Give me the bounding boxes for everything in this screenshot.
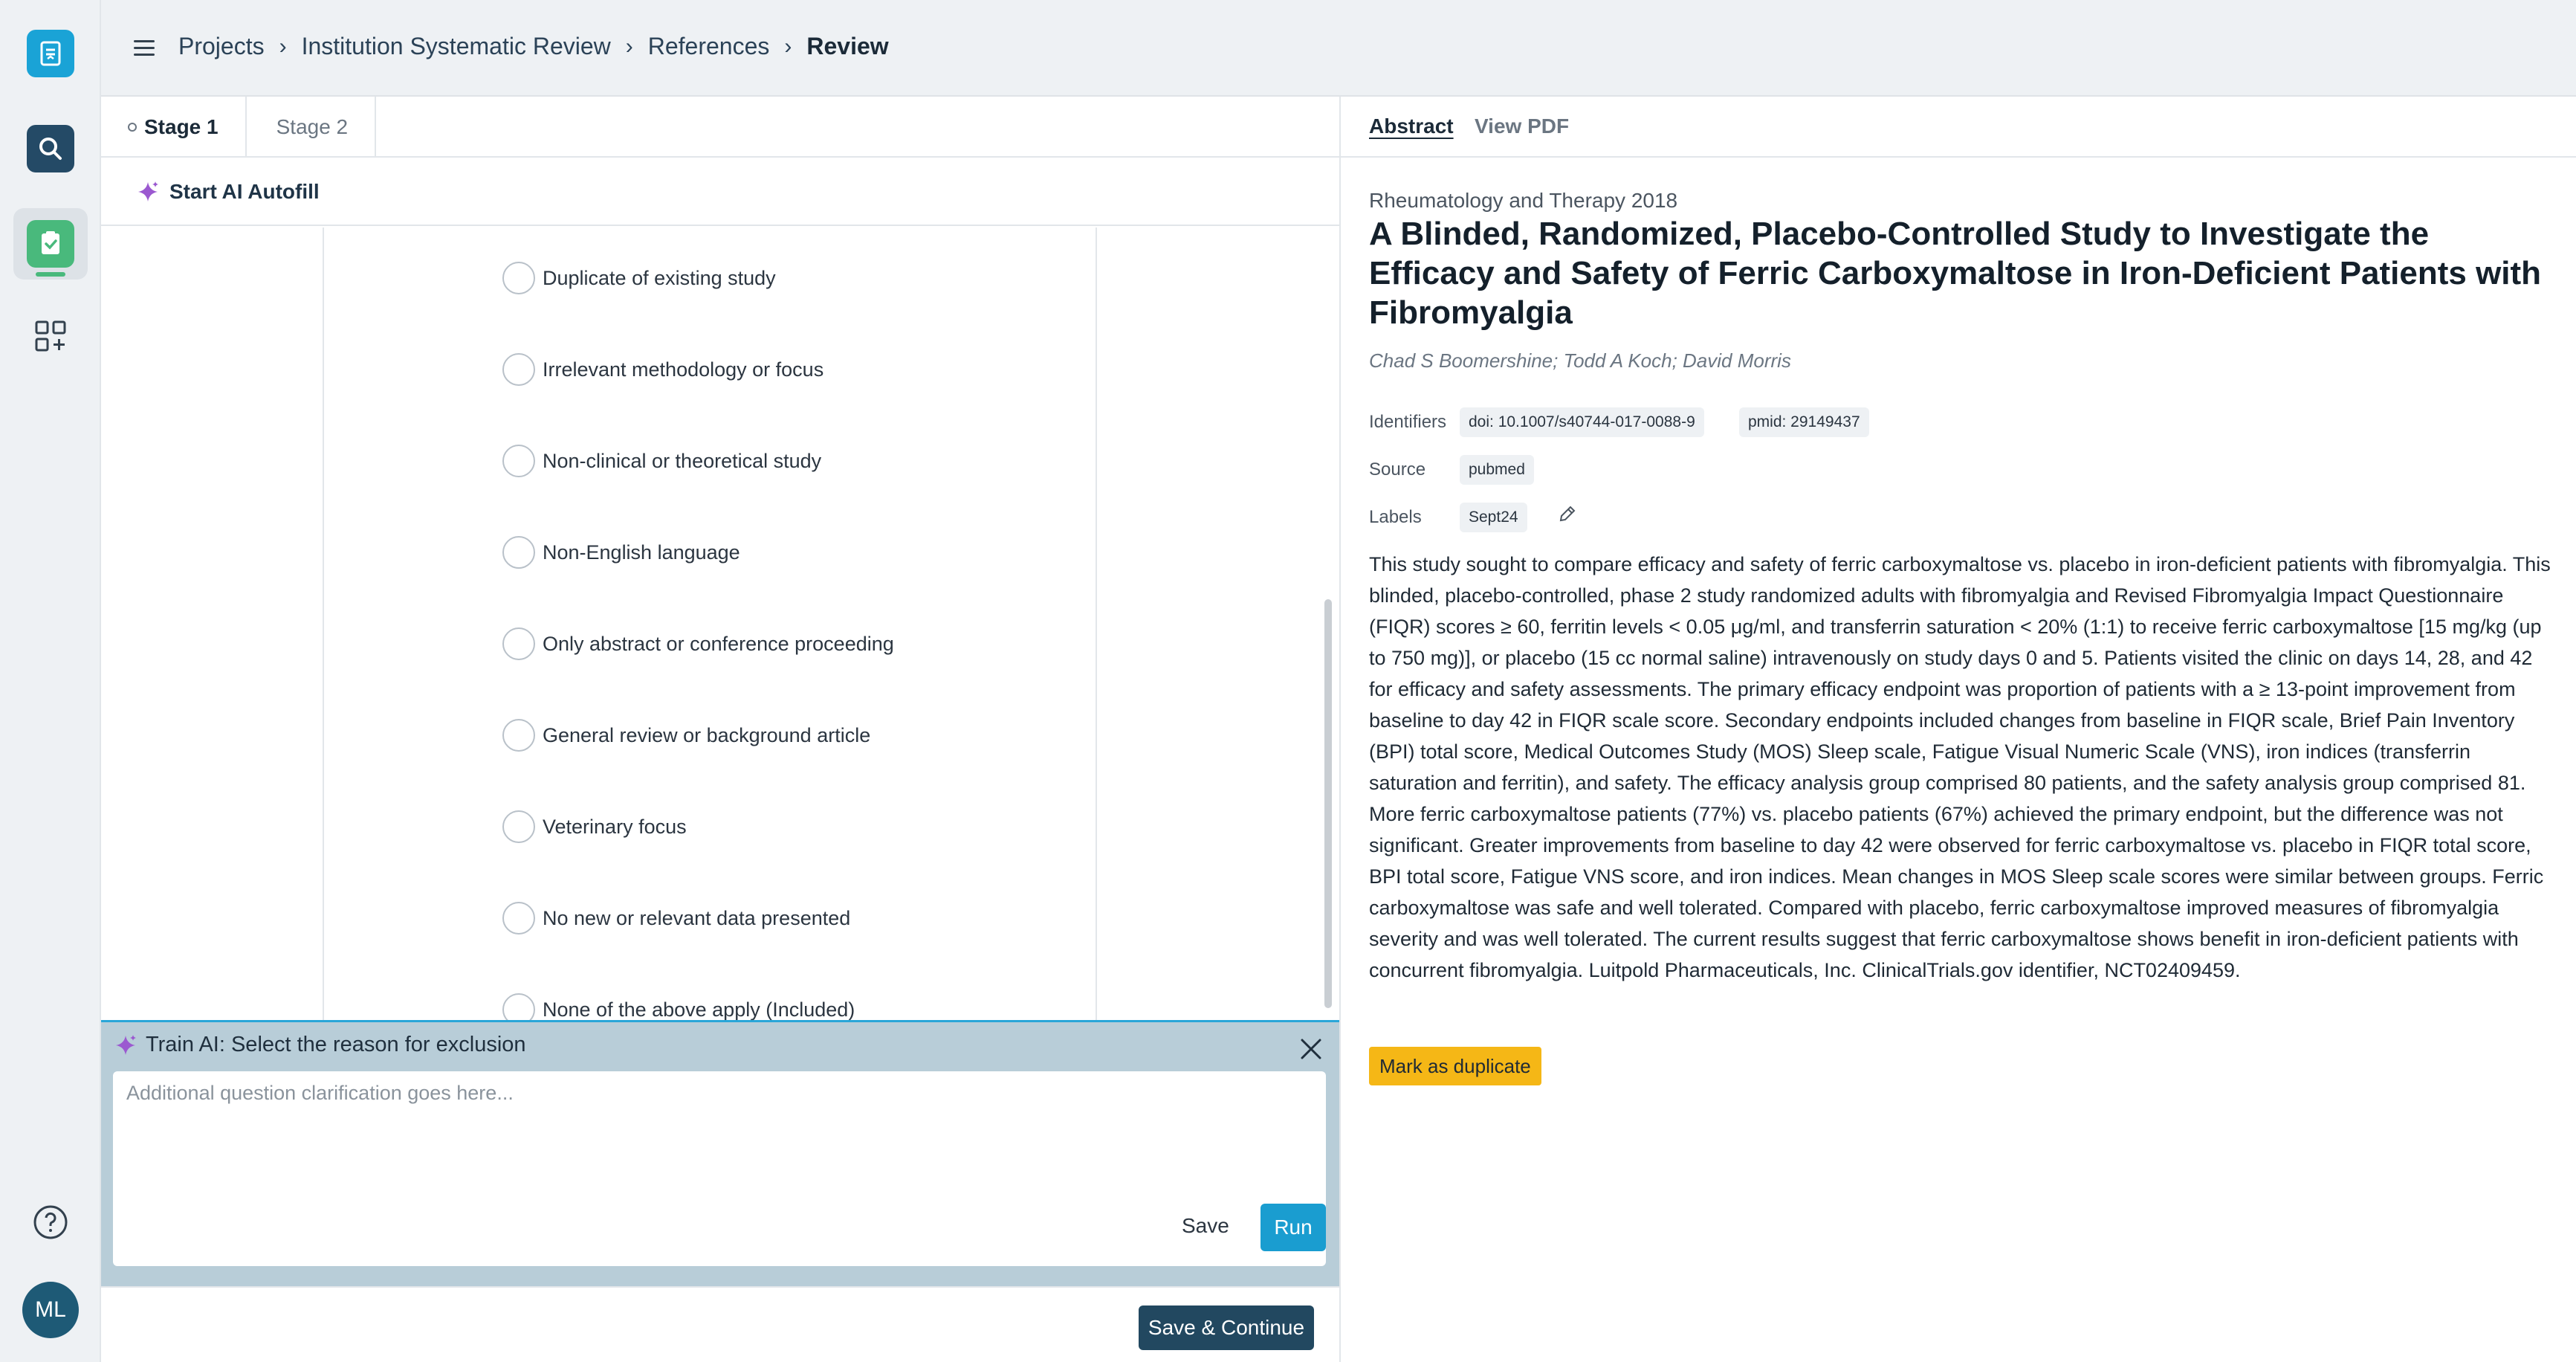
tab-label: Stage 2 xyxy=(276,115,349,138)
doi-chip: doi: 10.1007/s40744-017-0088-9 xyxy=(1460,407,1704,437)
ai-autofill-label: Start AI Autofill xyxy=(169,180,320,203)
option-label: Non-clinical or theoretical study xyxy=(543,449,822,472)
options-column xyxy=(323,227,1097,1117)
breadcrumb-references[interactable]: References xyxy=(647,33,770,59)
radio-button[interactable] xyxy=(502,810,535,843)
option-label: Duplicate of existing study xyxy=(543,266,776,289)
breadcrumb-review: Review xyxy=(806,33,889,59)
option-label: General review or background article xyxy=(543,723,871,746)
option-abstract-only[interactable] xyxy=(502,627,894,660)
top-bar xyxy=(101,0,2576,97)
radio-button[interactable] xyxy=(502,536,535,569)
radio-button[interactable] xyxy=(502,353,535,386)
radio-button[interactable] xyxy=(502,719,535,752)
labels-label: Labels xyxy=(1369,507,1422,527)
left-rail xyxy=(0,0,101,1362)
option-label: No new or relevant data presented xyxy=(543,906,851,929)
pencil-icon[interactable] xyxy=(1558,504,1577,523)
source-label: Source xyxy=(1369,459,1426,480)
ai-autofill-bar xyxy=(101,159,1339,226)
option-no-new-data[interactable] xyxy=(502,902,850,935)
clarification-input[interactable] xyxy=(126,1082,1308,1201)
option-irrelevant-methodology[interactable] xyxy=(502,353,823,386)
reference-tabs xyxy=(1341,97,2576,158)
option-non-english[interactable] xyxy=(502,536,740,569)
chevron-right-icon: › xyxy=(279,33,287,59)
option-label: Veterinary focus xyxy=(543,815,687,838)
abstract-text: This study sought to compare efficacy and safety of ferric carboxymaltose vs. placebo in iron-deficient patients with fibromyalgia. This blinded, placebo-controlled, phase 2 study randomized adults with fibromyalgia and Revised Fibromyalgia Impact Questionnaire (FIQR) scores ≥ 60, ferritin levels < 0.05 μg/ml, and transferrin saturation < 20% (1:1) to receive ferric carboxymaltose [15 mg/kg (up to 750 mg)], or placebo (15 cc normal saline) intravenously on study days 0 and 5. Patients visited the clinic on days 14, 28, and 42 for efficacy and safety assessments. The primary efficacy endpoint was proportion of patients with a ≥ 13-point improvement from baseline to day 42 in FIQR scale score. Secondary endpoints included changes from baseline in FIQR scale, Brief Pain Inventory (BPI) total score, Medical Outcomes Study (MOS) Sleep scale, Fatigue Visual Numeric Scale (VNS), iron indices (transferrin saturation and ferritin), and safety. The efficacy analysis group comprised 80 patients, and the safety analysis group comprised 81. More ferric carboxymaltose patients (77%) vs. placebo patients (67%) achieved the primary endpoint, but the difference was not significant. Greater improvements from baseline to day 42 were observed for ferric carboxymaltose vs. placebo in FIQR total score, BPI total score, Fatigue VNS score, and iron indices. Mean changes in MOS Sleep scale scores were similar between groups. Ferric carboxymaltose was safe and well tolerated. Compared with placebo, ferric carboxymaltose improved measures of fibromyalgia severity and was well tolerated. The current results suggest that ferric carboxymaltose shows benefit in iron-deficient patients with concurrent fibromyalgia. Luitpold Pharmaceuticals, Inc. ClinicalTrials.gov identifier, NCT02409459. xyxy=(1369,553,2551,981)
label-chip: Sept24 xyxy=(1460,503,1527,532)
tab-label: Stage 1 xyxy=(144,115,219,138)
left-footer xyxy=(101,1286,1339,1362)
help-circle-icon[interactable] xyxy=(27,1198,74,1246)
reference-panel xyxy=(1339,97,2576,1362)
search-icon[interactable] xyxy=(27,125,74,172)
option-non-clinical[interactable] xyxy=(502,445,821,477)
option-veterinary[interactable] xyxy=(502,810,687,843)
scrollbar[interactable] xyxy=(1324,599,1332,1008)
train-ai-panel xyxy=(101,1020,1339,1286)
breadcrumb-project[interactable]: Institution Systematic Review xyxy=(301,33,611,59)
tab-view-pdf[interactable]: View PDF xyxy=(1475,114,1570,138)
chevron-right-icon: › xyxy=(625,33,633,59)
radio-button[interactable] xyxy=(502,902,535,935)
radio-button[interactable] xyxy=(502,262,535,294)
option-duplicate[interactable] xyxy=(502,262,776,294)
reference-title: A Blinded, Randomized, Placebo-Controlled Study to Investigate the Efficacy and Safety of Ferric Carboxymaltose in Iron-Deficient Patients with Fibromyalgia xyxy=(1369,216,2542,331)
option-label: Irrelevant methodology or focus xyxy=(543,358,824,381)
radio-button[interactable] xyxy=(502,445,535,477)
avatar[interactable] xyxy=(22,1282,79,1338)
option-label: Only abstract or conference proceeding xyxy=(543,632,894,655)
document-logo-icon[interactable] xyxy=(27,30,74,77)
chevron-right-icon: › xyxy=(784,33,792,59)
source-chip: pubmed xyxy=(1460,455,1534,485)
run-button[interactable]: Run xyxy=(1261,1204,1326,1251)
journal-info: Rheumatology and Therapy 2018 xyxy=(1369,189,1678,212)
sparkle-icon xyxy=(137,181,159,203)
clipboard-check-icon[interactable] xyxy=(27,220,74,268)
train-ai-header xyxy=(114,1033,526,1057)
ai-autofill-button[interactable] xyxy=(137,180,320,204)
stage-tabs xyxy=(101,97,1339,158)
save-button[interactable]: Save xyxy=(1182,1214,1229,1237)
menu-icon[interactable] xyxy=(134,39,155,58)
sparkle-icon xyxy=(114,1034,137,1056)
mark-duplicate-button[interactable]: Mark as duplicate xyxy=(1369,1047,1541,1085)
authors: Chad S Boomershine; Todd A Koch; David Morris xyxy=(1369,349,1791,372)
option-label: Non-English language xyxy=(543,540,740,564)
option-general-review[interactable] xyxy=(502,719,870,752)
train-ai-title: Train AI: Select the reason for exclusion xyxy=(146,1033,526,1056)
breadcrumb-projects[interactable]: Projects xyxy=(178,33,265,59)
status-circle-icon xyxy=(128,123,137,132)
pmid-chip: pmid: 29149437 xyxy=(1739,407,1869,437)
tab-abstract[interactable]: Abstract xyxy=(1369,114,1454,138)
train-ai-box xyxy=(113,1071,1326,1266)
avatar-initials: ML xyxy=(35,1297,66,1322)
identifiers-label: Identifiers xyxy=(1369,412,1447,432)
close-icon[interactable] xyxy=(1298,1036,1324,1062)
apps-add-icon[interactable] xyxy=(27,312,74,360)
save-continue-button[interactable]: Save & Continue xyxy=(1139,1305,1314,1350)
radio-button[interactable] xyxy=(502,627,535,660)
breadcrumb xyxy=(178,33,889,60)
option-label: None of the above apply (Included) xyxy=(543,998,855,1021)
exclusion-options xyxy=(101,227,1339,1117)
tab-stage-2[interactable] xyxy=(247,97,377,158)
rail-active-indicator xyxy=(36,272,65,277)
tab-stage-1[interactable] xyxy=(101,97,247,158)
